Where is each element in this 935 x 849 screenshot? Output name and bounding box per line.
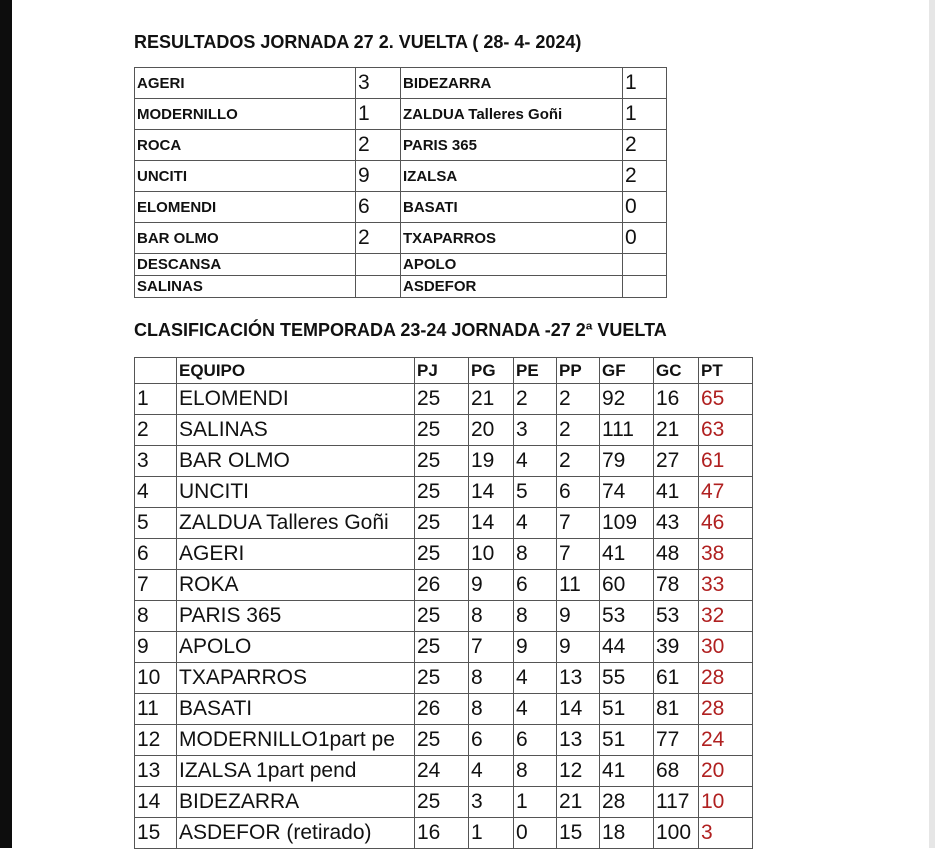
away-team: TXAPARROS [401,223,623,254]
lost-cell: 14 [557,694,600,725]
home-team: ELOMENDI [135,192,356,223]
header-won: PG [469,358,514,384]
position-cell: 6 [135,539,177,570]
home-goals [356,276,401,298]
away-team: ASDEFOR [401,276,623,298]
team-cell: PARIS 365 [177,601,415,632]
header-position [135,358,177,384]
standings-row [135,570,753,601]
points-cell: 65 [699,384,753,415]
team-cell: SALINAS [177,415,415,446]
won-cell: 10 [469,539,514,570]
goals-against-cell: 61 [654,663,699,694]
header-goals-for: GF [600,358,654,384]
goals-against-cell: 100 [654,818,699,849]
drawn-cell: 4 [514,694,557,725]
won-cell: 19 [469,446,514,477]
home-goals: 6 [356,192,401,223]
goals-for-cell: 79 [600,446,654,477]
left-edge-bar [0,0,12,848]
goals-for-cell: 60 [600,570,654,601]
away-team: PARIS 365 [401,130,623,161]
drawn-cell: 5 [514,477,557,508]
played-cell: 25 [415,384,469,415]
away-goals: 1 [623,68,667,99]
standings-row [135,477,753,508]
goals-for-cell: 44 [600,632,654,663]
goals-for-cell: 53 [600,601,654,632]
standings-table [134,357,753,849]
lost-cell: 21 [557,787,600,818]
drawn-cell: 4 [514,663,557,694]
position-cell: 9 [135,632,177,663]
goals-against-cell: 39 [654,632,699,663]
header-goals-against: GC [654,358,699,384]
won-cell: 14 [469,508,514,539]
points-cell: 61 [699,446,753,477]
header-drawn: PE [514,358,557,384]
points-cell: 28 [699,694,753,725]
won-cell: 9 [469,570,514,601]
results-title: RESULTADOS JORNADA 27 2. VUELTA ( 28- 4- 2024) [134,32,582,52]
standings-row [135,384,753,415]
lost-cell: 13 [557,725,600,756]
result-row [135,276,667,298]
away-team: ZALDUA Talleres Goñi [401,99,623,130]
won-cell: 6 [469,725,514,756]
home-goals: 1 [356,99,401,130]
points-cell: 10 [699,787,753,818]
won-cell: 1 [469,818,514,849]
result-row [135,223,667,254]
position-cell: 15 [135,818,177,849]
position-cell: 5 [135,508,177,539]
points-cell: 47 [699,477,753,508]
team-cell: TXAPARROS [177,663,415,694]
away-goals: 0 [623,192,667,223]
lost-cell: 2 [557,446,600,477]
team-cell: MODERNILLO1part pe [177,725,415,756]
position-cell: 2 [135,415,177,446]
played-cell: 25 [415,539,469,570]
played-cell: 25 [415,415,469,446]
position-cell: 3 [135,446,177,477]
home-goals: 9 [356,161,401,192]
home-team: SALINAS [135,276,356,298]
won-cell: 14 [469,477,514,508]
goals-for-cell: 92 [600,384,654,415]
points-cell: 46 [699,508,753,539]
won-cell: 8 [469,694,514,725]
won-cell: 8 [469,601,514,632]
result-row [135,130,667,161]
lost-cell: 7 [557,508,600,539]
position-cell: 8 [135,601,177,632]
goals-against-cell: 68 [654,756,699,787]
position-cell: 13 [135,756,177,787]
home-team: UNCITI [135,161,356,192]
drawn-cell: 1 [514,787,557,818]
home-team: AGERI [135,68,356,99]
away-goals: 0 [623,223,667,254]
goals-for-cell: 41 [600,756,654,787]
position-cell: 7 [135,570,177,601]
position-cell: 11 [135,694,177,725]
team-cell: AGERI [177,539,415,570]
lost-cell: 9 [557,601,600,632]
goals-for-cell: 74 [600,477,654,508]
played-cell: 25 [415,477,469,508]
lost-cell: 9 [557,632,600,663]
home-goals [356,254,401,276]
results-table [134,67,667,298]
played-cell: 25 [415,787,469,818]
goals-for-cell: 18 [600,818,654,849]
won-cell: 4 [469,756,514,787]
won-cell: 7 [469,632,514,663]
team-cell: IZALSA 1part pend [177,756,415,787]
drawn-cell: 8 [514,539,557,570]
points-cell: 38 [699,539,753,570]
team-cell: APOLO [177,632,415,663]
away-goals: 1 [623,99,667,130]
standings-row [135,632,753,663]
away-goals [623,254,667,276]
goals-against-cell: 43 [654,508,699,539]
played-cell: 25 [415,663,469,694]
result-row [135,99,667,130]
standings-row [135,601,753,632]
away-team: IZALSA [401,161,623,192]
header-played: PJ [415,358,469,384]
team-cell: BAR OLMO [177,446,415,477]
away-goals: 2 [623,130,667,161]
standings-row [135,818,753,849]
drawn-cell: 9 [514,632,557,663]
played-cell: 16 [415,818,469,849]
standings-row [135,508,753,539]
standings-row [135,415,753,446]
home-team: BAR OLMO [135,223,356,254]
away-goals [623,276,667,298]
drawn-cell: 4 [514,446,557,477]
points-cell: 33 [699,570,753,601]
standings-row [135,694,753,725]
position-cell: 14 [135,787,177,818]
goals-against-cell: 48 [654,539,699,570]
goals-for-cell: 28 [600,787,654,818]
away-team: BIDEZARRA [401,68,623,99]
won-cell: 8 [469,663,514,694]
home-team: DESCANSA [135,254,356,276]
goals-for-cell: 109 [600,508,654,539]
goals-for-cell: 55 [600,663,654,694]
away-team: APOLO [401,254,623,276]
drawn-cell: 4 [514,508,557,539]
home-goals: 2 [356,223,401,254]
standings-title: CLASIFICACIÓN TEMPORADA 23-24 JORNADA -27 2ª VUELTA [134,320,667,340]
played-cell: 25 [415,601,469,632]
standings-row [135,663,753,694]
goals-for-cell: 51 [600,725,654,756]
result-row [135,68,667,99]
home-team: ROCA [135,130,356,161]
goals-against-cell: 21 [654,415,699,446]
goals-against-cell: 16 [654,384,699,415]
header-points: PT [699,358,753,384]
standings-header-row [135,358,753,384]
home-team: MODERNILLO [135,99,356,130]
points-cell: 3 [699,818,753,849]
drawn-cell: 0 [514,818,557,849]
goals-against-cell: 78 [654,570,699,601]
lost-cell: 6 [557,477,600,508]
points-cell: 24 [699,725,753,756]
goals-against-cell: 77 [654,725,699,756]
lost-cell: 2 [557,415,600,446]
goals-against-cell: 81 [654,694,699,725]
lost-cell: 15 [557,818,600,849]
played-cell: 25 [415,632,469,663]
standings-row [135,787,753,818]
points-cell: 20 [699,756,753,787]
result-row [135,161,667,192]
goals-for-cell: 51 [600,694,654,725]
standings-row [135,756,753,787]
standings-row [135,725,753,756]
result-row [135,192,667,223]
home-goals: 3 [356,68,401,99]
position-cell: 1 [135,384,177,415]
goals-against-cell: 27 [654,446,699,477]
goals-for-cell: 41 [600,539,654,570]
team-cell: ELOMENDI [177,384,415,415]
team-cell: BIDEZARRA [177,787,415,818]
lost-cell: 13 [557,663,600,694]
team-cell: ROKA [177,570,415,601]
away-team: BASATI [401,192,623,223]
drawn-cell: 6 [514,725,557,756]
header-team: EQUIPO [177,358,415,384]
won-cell: 20 [469,415,514,446]
goals-for-cell: 111 [600,415,654,446]
header-lost: PP [557,358,600,384]
lost-cell: 11 [557,570,600,601]
result-row [135,254,667,276]
points-cell: 32 [699,601,753,632]
standings-row [135,539,753,570]
played-cell: 26 [415,694,469,725]
lost-cell: 12 [557,756,600,787]
position-cell: 12 [135,725,177,756]
goals-against-cell: 53 [654,601,699,632]
played-cell: 25 [415,725,469,756]
team-cell: BASATI [177,694,415,725]
home-goals: 2 [356,130,401,161]
away-goals: 2 [623,161,667,192]
points-cell: 28 [699,663,753,694]
drawn-cell: 3 [514,415,557,446]
goals-against-cell: 41 [654,477,699,508]
right-edge-bar [929,0,935,848]
goals-against-cell: 117 [654,787,699,818]
drawn-cell: 2 [514,384,557,415]
points-cell: 30 [699,632,753,663]
won-cell: 21 [469,384,514,415]
drawn-cell: 8 [514,756,557,787]
lost-cell: 2 [557,384,600,415]
position-cell: 10 [135,663,177,694]
lost-cell: 7 [557,539,600,570]
standings-row [135,446,753,477]
team-cell: ZALDUA Talleres Goñi [177,508,415,539]
drawn-cell: 6 [514,570,557,601]
played-cell: 26 [415,570,469,601]
points-cell: 63 [699,415,753,446]
position-cell: 4 [135,477,177,508]
team-cell: ASDEFOR (retirado) [177,818,415,849]
won-cell: 3 [469,787,514,818]
played-cell: 25 [415,508,469,539]
team-cell: UNCITI [177,477,415,508]
played-cell: 24 [415,756,469,787]
played-cell: 25 [415,446,469,477]
drawn-cell: 8 [514,601,557,632]
